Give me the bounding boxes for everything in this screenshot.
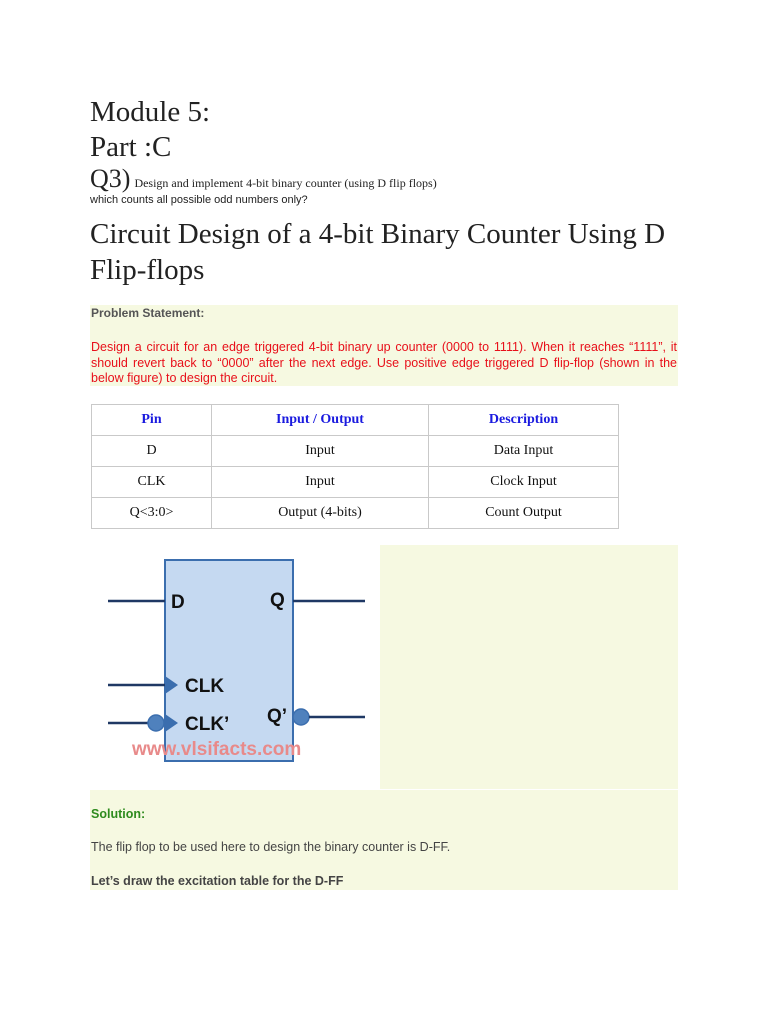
cell-io: Input	[212, 436, 429, 467]
watermark: www.vlsifacts.com	[132, 739, 302, 760]
d-flip-flop-diagram	[90, 545, 380, 789]
excitation-heading: Let’s draw the excitation table for the D-FF	[91, 874, 344, 888]
cell-description: Data Input	[429, 436, 619, 467]
question	[90, 164, 690, 206]
page-title: Circuit Design of a 4-bit Binary Counter Using D Flip-flops	[90, 218, 666, 286]
cell-pin: CLK	[92, 467, 212, 498]
pin-table	[91, 404, 619, 529]
table-row	[92, 467, 619, 498]
cell-io: Input	[212, 467, 429, 498]
label-q: Q	[270, 590, 285, 611]
module-heading: Module 5:	[90, 96, 211, 128]
header-description: Description	[429, 405, 619, 436]
q-bar-bubble	[293, 709, 309, 725]
header-pin: Pin	[92, 405, 212, 436]
cell-description: Clock Input	[429, 467, 619, 498]
label-clk-bar: CLK’	[185, 714, 230, 735]
table-row	[92, 498, 619, 529]
problem-label: Problem Statement:	[91, 306, 205, 320]
label-d: D	[171, 592, 185, 613]
solution-text: The flip flop to be used here to design the binary counter is D-FF.	[91, 840, 451, 854]
figure-side-highlight	[380, 545, 678, 789]
cell-io: Output (4-bits)	[212, 498, 429, 529]
label-clk: CLK	[185, 676, 225, 697]
label-q-bar: Q’	[267, 706, 288, 727]
header-io: Input / Output	[212, 405, 429, 436]
problem-text: Design a circuit for an edge triggered 4-bit binary up counter (0000 to 1111). When it reaches “1111”, it should revert back to “0000” after the next edge. Use positive edge triggered D flip-flop (shown in the below figure) to design the circuit.	[91, 340, 677, 385]
clk-bar-bubble	[148, 715, 164, 731]
question-text-line1: Design and implement 4-bit binary counter (using D flip flops)	[134, 176, 437, 190]
cell-description: Count Output	[429, 498, 619, 529]
table-header-row	[92, 405, 619, 436]
cell-pin: D	[92, 436, 212, 467]
table-row	[92, 436, 619, 467]
part-heading: Part :C	[90, 131, 172, 163]
question-text-line2: which counts all possible odd numbers only?	[90, 194, 308, 206]
question-number: Q3)	[90, 164, 131, 193]
solution-label: Solution:	[91, 807, 146, 821]
cell-pin: Q<3:0>	[92, 498, 212, 529]
